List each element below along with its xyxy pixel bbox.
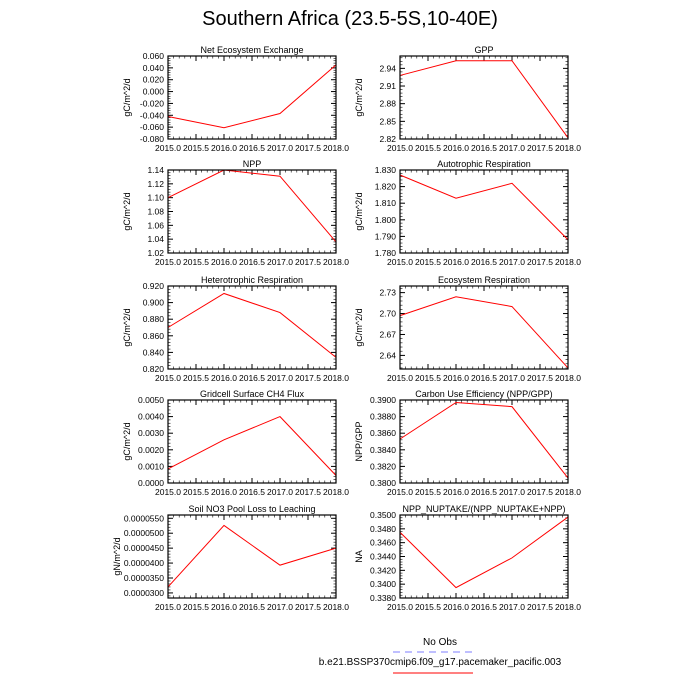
y-axis-label: gC/m^2/d bbox=[122, 78, 132, 117]
x-tick-label: 2017.5 bbox=[527, 487, 553, 497]
x-tick-label: 2016.5 bbox=[471, 257, 497, 267]
x-tick-label: 2015.0 bbox=[387, 143, 413, 153]
y-tick-label: 0.0050 bbox=[138, 395, 164, 405]
y-tick-label: 0.3820 bbox=[370, 461, 396, 472]
y-tick-label: 0.0000300 bbox=[123, 587, 164, 598]
y-tick-label: 1.14 bbox=[147, 165, 164, 175]
y-tick-label: 0.0000550 bbox=[123, 513, 164, 524]
y-tick-label: 2.94 bbox=[379, 63, 396, 74]
y-tick-label: -0.040 bbox=[139, 110, 164, 121]
panel-title: Carbon Use Efficiency (NPP/GPP) bbox=[415, 389, 553, 399]
y-tick-label: 0.3440 bbox=[370, 551, 396, 562]
y-tick-label: 1.02 bbox=[147, 248, 164, 258]
y-tick-label: 1.06 bbox=[147, 220, 164, 231]
x-tick-label: 2017.5 bbox=[527, 143, 553, 153]
x-tick-label: 2015.5 bbox=[415, 373, 441, 383]
y-tick-label: 0.0000450 bbox=[123, 543, 164, 554]
y-tick-label: 0.0000500 bbox=[123, 528, 164, 539]
x-tick-label: 2017.0 bbox=[499, 143, 525, 153]
y-tick-label: 2.88 bbox=[379, 98, 396, 109]
x-tick-label: 2016.0 bbox=[443, 373, 469, 383]
x-tick-label: 2017.5 bbox=[527, 602, 553, 612]
x-tick-label: 2015.5 bbox=[183, 143, 209, 153]
x-tick-label: 2018.0 bbox=[323, 373, 349, 383]
x-tick-label: 2016.5 bbox=[239, 487, 265, 497]
plot-frame bbox=[400, 170, 568, 253]
panel-title: Net Ecosystem Exchange bbox=[200, 45, 304, 55]
x-tick-label: 2015.5 bbox=[415, 143, 441, 153]
x-tick-label: 2016.5 bbox=[239, 257, 265, 267]
plot-frame bbox=[400, 400, 568, 483]
panel-title: Autotrophic Respiration bbox=[437, 159, 531, 169]
model-series-line bbox=[168, 170, 336, 242]
x-tick-label: 2016.5 bbox=[471, 143, 497, 153]
y-tick-label: 0.060 bbox=[142, 51, 164, 61]
model-series-line bbox=[168, 525, 336, 587]
x-tick-label: 2017.5 bbox=[295, 373, 321, 383]
y-tick-label: 0.040 bbox=[142, 62, 164, 73]
model-series-line bbox=[400, 402, 568, 478]
legend-obs-label: No Obs bbox=[423, 637, 457, 648]
x-tick-label: 2016.5 bbox=[239, 602, 265, 612]
y-tick-label: 0.3800 bbox=[370, 478, 396, 488]
x-tick-label: 2015.5 bbox=[415, 487, 441, 497]
x-tick-label: 2015.0 bbox=[387, 487, 413, 497]
x-tick-label: 2015.0 bbox=[387, 602, 413, 612]
y-tick-label: 0.0000 bbox=[138, 478, 164, 488]
y-tick-label: 0.3860 bbox=[370, 428, 396, 439]
y-tick-label: 1.10 bbox=[147, 192, 164, 203]
y-tick-label: 0.0040 bbox=[138, 411, 164, 422]
y-tick-label: 2.70 bbox=[379, 308, 396, 319]
panel-title: NPP bbox=[242, 159, 262, 169]
x-tick-label: 2018.0 bbox=[555, 143, 581, 153]
y-axis-label: gC/m^2/d bbox=[122, 422, 132, 461]
y-tick-label: 1.790 bbox=[374, 231, 396, 242]
y-tick-label: 1.830 bbox=[374, 165, 396, 175]
x-tick-label: 2015.5 bbox=[415, 257, 441, 267]
x-tick-label: 2016.5 bbox=[239, 143, 265, 153]
x-tick-label: 2016.0 bbox=[443, 487, 469, 497]
x-tick-label: 2017.0 bbox=[499, 487, 525, 497]
x-tick-label: 2017.5 bbox=[295, 602, 321, 612]
x-tick-label: 2017.0 bbox=[267, 373, 293, 383]
model-series-line bbox=[400, 517, 568, 588]
x-tick-label: 2015.5 bbox=[415, 602, 441, 612]
y-tick-label: 0.3480 bbox=[370, 523, 396, 534]
y-tick-label: 2.64 bbox=[379, 350, 396, 361]
x-tick-label: 2015.0 bbox=[155, 487, 181, 497]
chart-panel bbox=[354, 45, 581, 153]
x-tick-label: 2017.5 bbox=[295, 143, 321, 153]
x-tick-label: 2017.0 bbox=[499, 373, 525, 383]
y-axis-label: gC/m^2/d bbox=[122, 192, 132, 231]
x-tick-label: 2015.5 bbox=[183, 373, 209, 383]
x-tick-label: 2016.5 bbox=[471, 487, 497, 497]
x-tick-label: 2015.0 bbox=[155, 143, 181, 153]
plot-frame bbox=[168, 170, 336, 253]
x-tick-label: 2016.0 bbox=[211, 487, 237, 497]
y-tick-label: 0.900 bbox=[142, 297, 164, 308]
y-tick-label: 0.3460 bbox=[370, 537, 396, 548]
y-axis-label: gN/m^2/d bbox=[112, 537, 122, 576]
panel-title: GPP bbox=[474, 45, 494, 55]
x-tick-label: 2017.5 bbox=[527, 257, 553, 267]
y-axis-label: gC/m^2/d bbox=[354, 308, 364, 347]
panel-title: Gridcell Surface CH4 Flux bbox=[199, 389, 305, 399]
y-axis-label: NA bbox=[354, 550, 364, 563]
model-series-line bbox=[400, 175, 568, 240]
chart-panel bbox=[354, 275, 581, 383]
y-tick-label: 0.840 bbox=[142, 347, 164, 358]
chart-panel bbox=[122, 159, 349, 267]
x-tick-label: 2015.0 bbox=[387, 257, 413, 267]
y-tick-label: 2.67 bbox=[379, 329, 396, 340]
x-tick-label: 2015.0 bbox=[155, 602, 181, 612]
x-tick-label: 2015.5 bbox=[183, 487, 209, 497]
y-tick-label: 1.08 bbox=[147, 206, 164, 217]
plot-frame bbox=[168, 515, 336, 598]
model-series-line bbox=[168, 65, 336, 128]
y-axis-label: gC/m^2/d bbox=[122, 308, 132, 347]
x-tick-label: 2018.0 bbox=[323, 602, 349, 612]
panel-title: Heterotrophic Respiration bbox=[200, 275, 304, 285]
y-tick-label: 0.0020 bbox=[138, 444, 164, 455]
y-tick-label: -0.060 bbox=[139, 122, 164, 133]
x-tick-label: 2015.5 bbox=[183, 257, 209, 267]
y-tick-label: 1.820 bbox=[374, 181, 396, 192]
panel-title: NPP_NUPTAKE/(NPP_NUPTAKE+NPP) bbox=[402, 504, 566, 514]
y-tick-label: 1.800 bbox=[374, 214, 396, 225]
x-tick-label: 2017.5 bbox=[527, 373, 553, 383]
x-tick-label: 2017.0 bbox=[499, 257, 525, 267]
y-tick-label: 0.3500 bbox=[370, 510, 396, 520]
x-tick-label: 2016.0 bbox=[211, 602, 237, 612]
plot-frame bbox=[168, 56, 336, 139]
x-tick-label: 2017.0 bbox=[267, 602, 293, 612]
y-tick-label: 0.3900 bbox=[370, 395, 396, 405]
y-tick-label: 0.020 bbox=[142, 74, 164, 85]
model-series-line bbox=[168, 417, 336, 476]
x-tick-label: 2016.0 bbox=[443, 602, 469, 612]
y-tick-label: 0.920 bbox=[142, 281, 164, 291]
figure-title: Southern Africa (23.5-5S,10-40E) bbox=[202, 8, 498, 30]
x-tick-label: 2018.0 bbox=[323, 143, 349, 153]
panel-title: Ecosystem Respiration bbox=[437, 275, 531, 285]
x-tick-label: 2016.0 bbox=[211, 373, 237, 383]
y-tick-label: 0.880 bbox=[142, 314, 164, 325]
y-tick-label: 0.3840 bbox=[370, 444, 396, 455]
x-tick-label: 2017.0 bbox=[267, 487, 293, 497]
model-series-line bbox=[400, 297, 568, 368]
x-tick-label: 2017.0 bbox=[267, 143, 293, 153]
y-tick-label: 0.3400 bbox=[370, 579, 396, 590]
x-tick-label: 2016.0 bbox=[443, 143, 469, 153]
y-tick-label: 2.82 bbox=[379, 134, 396, 144]
y-tick-label: 1.12 bbox=[147, 178, 164, 189]
x-tick-label: 2015.5 bbox=[183, 602, 209, 612]
y-tick-label: 2.73 bbox=[379, 287, 396, 298]
panel-title: Soil NO3 Pool Loss to Leaching bbox=[188, 504, 316, 514]
chart-panel bbox=[122, 275, 349, 383]
y-tick-label: 0.0010 bbox=[138, 461, 164, 472]
chart-panel bbox=[112, 504, 349, 612]
y-tick-label: -0.020 bbox=[139, 98, 164, 109]
legend-model-label: b.e21.BSSP370cmip6.f09_g17.pacemaker_pacific.003 bbox=[318, 657, 562, 668]
y-axis-label: gC/m^2/d bbox=[354, 78, 364, 117]
y-tick-label: 0.3880 bbox=[370, 411, 396, 422]
y-tick-label: 0.3380 bbox=[370, 593, 396, 603]
y-tick-label: 1.780 bbox=[374, 248, 396, 258]
x-tick-label: 2016.0 bbox=[443, 257, 469, 267]
y-tick-label: 0.3420 bbox=[370, 565, 396, 576]
x-tick-label: 2016.0 bbox=[211, 257, 237, 267]
chart-panel bbox=[354, 159, 581, 267]
y-tick-label: 0.0000350 bbox=[123, 572, 164, 583]
y-tick-label: -0.080 bbox=[139, 134, 164, 144]
y-axis-label: gC/m^2/d bbox=[354, 192, 364, 231]
x-tick-label: 2017.5 bbox=[295, 487, 321, 497]
x-tick-label: 2018.0 bbox=[323, 257, 349, 267]
x-tick-label: 2018.0 bbox=[555, 373, 581, 383]
x-tick-label: 2018.0 bbox=[323, 487, 349, 497]
chart-panel bbox=[354, 389, 581, 497]
y-tick-label: 2.91 bbox=[379, 81, 396, 92]
x-tick-label: 2018.0 bbox=[555, 602, 581, 612]
x-tick-label: 2016.0 bbox=[211, 143, 237, 153]
y-tick-label: 2.85 bbox=[379, 116, 396, 127]
y-tick-label: 1.810 bbox=[374, 198, 396, 209]
x-tick-label: 2017.5 bbox=[295, 257, 321, 267]
y-tick-label: 0.0000400 bbox=[123, 558, 164, 569]
model-series-line bbox=[400, 61, 568, 138]
y-tick-label: 0.000 bbox=[142, 86, 164, 97]
x-tick-label: 2017.0 bbox=[499, 602, 525, 612]
chart-panel bbox=[354, 504, 581, 612]
model-series-line bbox=[168, 293, 336, 357]
x-tick-label: 2015.0 bbox=[155, 257, 181, 267]
chart-panel bbox=[122, 45, 349, 153]
x-tick-label: 2017.0 bbox=[267, 257, 293, 267]
plot-frame bbox=[168, 286, 336, 369]
chart-panel bbox=[122, 389, 349, 497]
x-tick-label: 2015.0 bbox=[155, 373, 181, 383]
y-tick-label: 0.820 bbox=[142, 364, 164, 374]
y-tick-label: 1.04 bbox=[147, 234, 164, 245]
y-tick-label: 0.0030 bbox=[138, 428, 164, 439]
x-tick-label: 2016.5 bbox=[471, 373, 497, 383]
y-axis-label: NPP/GPP bbox=[354, 421, 364, 462]
plot-frame bbox=[400, 286, 568, 369]
x-tick-label: 2016.5 bbox=[471, 602, 497, 612]
x-tick-label: 2015.0 bbox=[387, 373, 413, 383]
plot-frame bbox=[168, 400, 336, 483]
y-tick-label: 0.860 bbox=[142, 330, 164, 341]
x-tick-label: 2018.0 bbox=[555, 257, 581, 267]
x-tick-label: 2016.5 bbox=[239, 373, 265, 383]
x-tick-label: 2018.0 bbox=[555, 487, 581, 497]
